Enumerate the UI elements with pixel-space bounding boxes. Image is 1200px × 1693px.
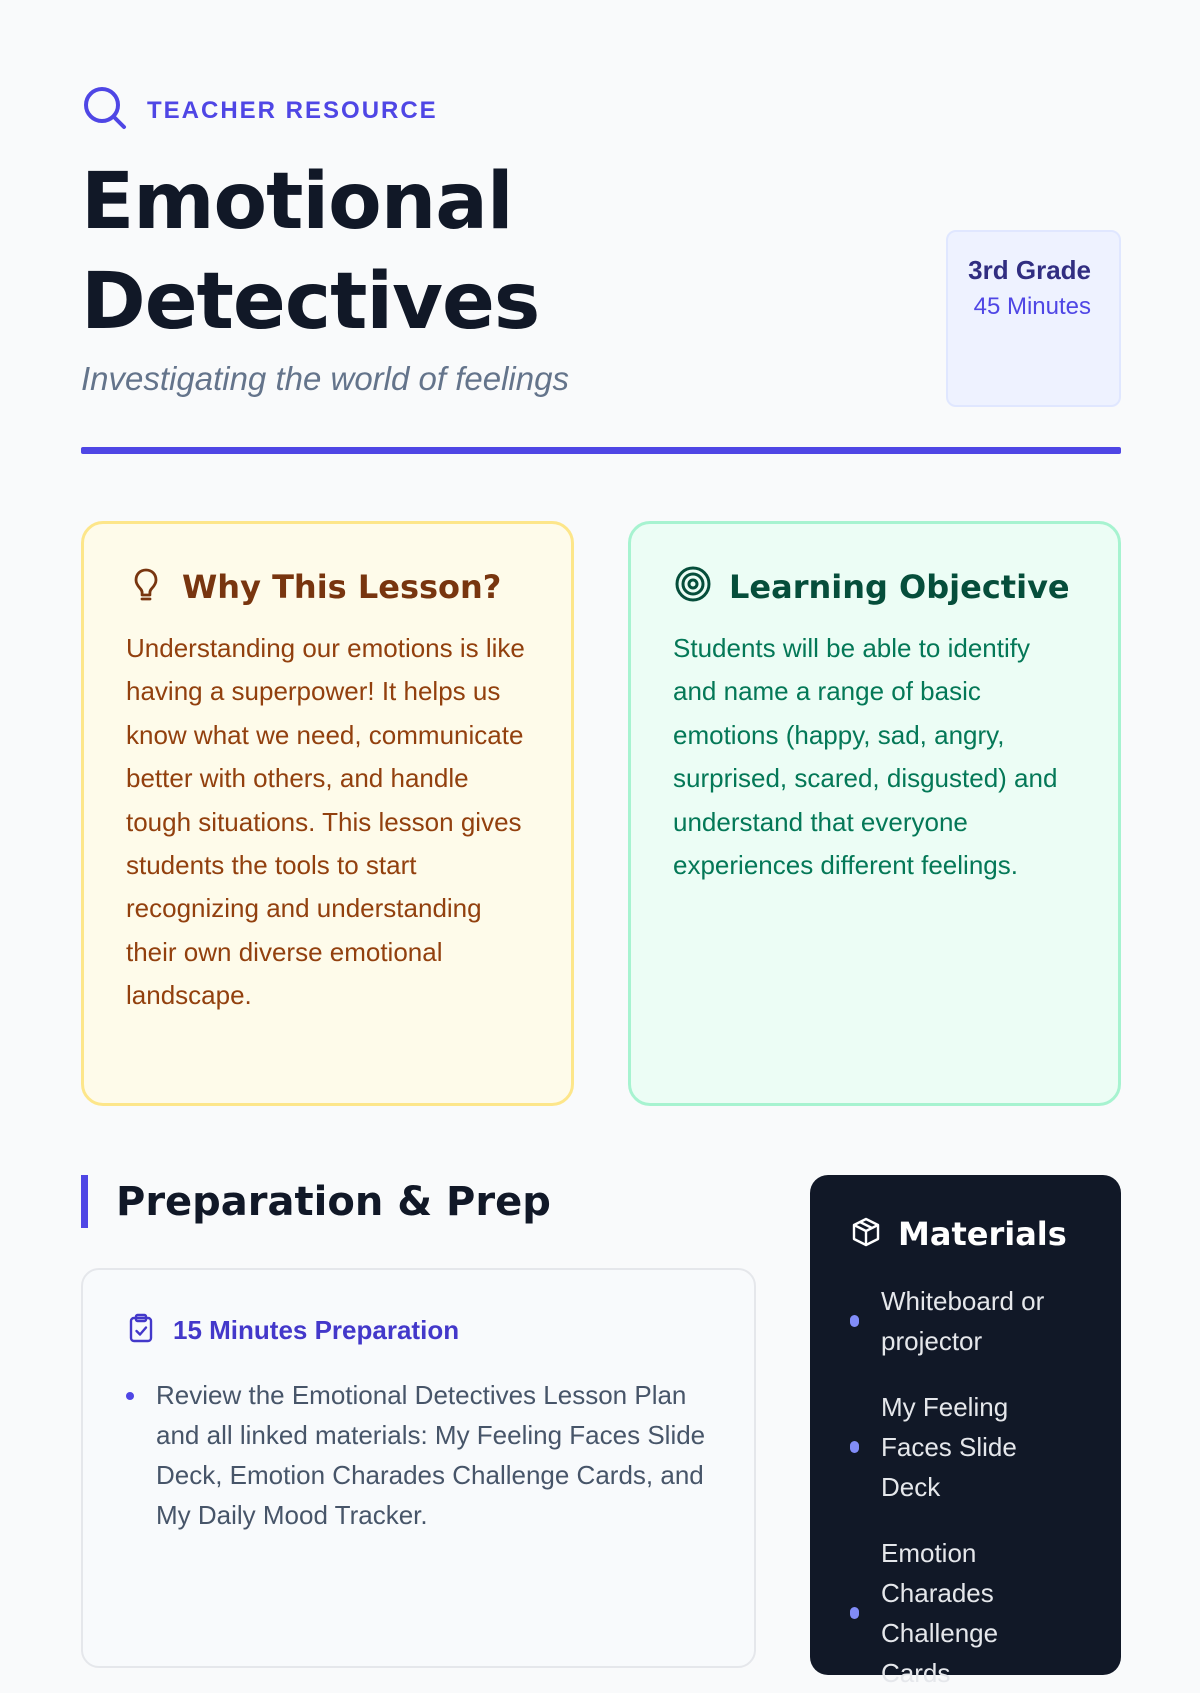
prep-section-heading: [81, 1175, 551, 1228]
material-label: Whiteboard or projector: [881, 1286, 1045, 1356]
prep-card: [81, 1268, 756, 1668]
page-subtitle: Investigating the world of feelings: [81, 360, 569, 397]
prep-list: [125, 1375, 712, 1535]
material-label: Emotion Charades Challenge Cards: [881, 1538, 999, 1688]
list-item: [850, 1533, 1081, 1693]
why-lesson-text: Understanding our emotions is like having a superpower! It helps us know what we need, communicate better with others, and handle tough situations. This lesson gives students the tools to start recognizing and understanding their own diverse emotional landscape.: [126, 633, 525, 1011]
duration-label: 45 Minutes: [973, 293, 1091, 320]
learning-objective-header: [673, 564, 1076, 609]
grade-label: 3rd Grade: [968, 255, 1091, 285]
learning-objective-card: [628, 521, 1121, 1106]
bullet-dot: [850, 1607, 859, 1619]
search-icon: [81, 84, 129, 137]
list-item: Review the Emotional Detectives Lesson Plan and all linked materials: My Feeling Faces Slide Deck, Emotion Charades Challenge Cards, and My Daily Mood Tracker.: [125, 1375, 712, 1535]
eyebrow: [81, 84, 438, 137]
materials-title: Materials: [898, 1215, 1067, 1253]
materials-header: [850, 1215, 1081, 1253]
why-lesson-header: [126, 564, 529, 609]
prep-card-title: 15 Minutes Preparation: [173, 1315, 460, 1345]
bullet-dot: [850, 1315, 859, 1327]
clipboard-check-icon: [125, 1312, 157, 1349]
package-icon: [850, 1216, 882, 1253]
why-lesson-card: [81, 521, 574, 1106]
lightbulb-icon: [126, 564, 166, 609]
learning-objective-title: Learning Objective: [729, 567, 1070, 606]
material-label: My Feeling Faces Slide Deck: [881, 1392, 1017, 1502]
header-divider: [81, 447, 1121, 454]
prep-section-title: Preparation & Prep: [116, 1178, 551, 1225]
list-item: [850, 1281, 1081, 1361]
lesson-page: [81, 0, 1121, 1688]
why-lesson-title: Why This Lesson?: [182, 567, 502, 606]
bullet-dot: [850, 1441, 859, 1453]
list-item: [850, 1387, 1081, 1507]
prep-card-header: [125, 1312, 712, 1349]
page-title: Emotional Detectives: [81, 157, 540, 347]
materials-list: [850, 1281, 1081, 1693]
grade-time-badge: [946, 230, 1121, 407]
eyebrow-label: TEACHER RESOURCE: [147, 96, 438, 124]
target-icon: [673, 564, 713, 609]
materials-panel: [810, 1175, 1121, 1688]
learning-objective-text: Students will be able to identify and name a range of basic emotions (happy, sad, angry, surprised, scared, disgusted) and understand that everyone experiences different feelings.: [673, 633, 1058, 881]
